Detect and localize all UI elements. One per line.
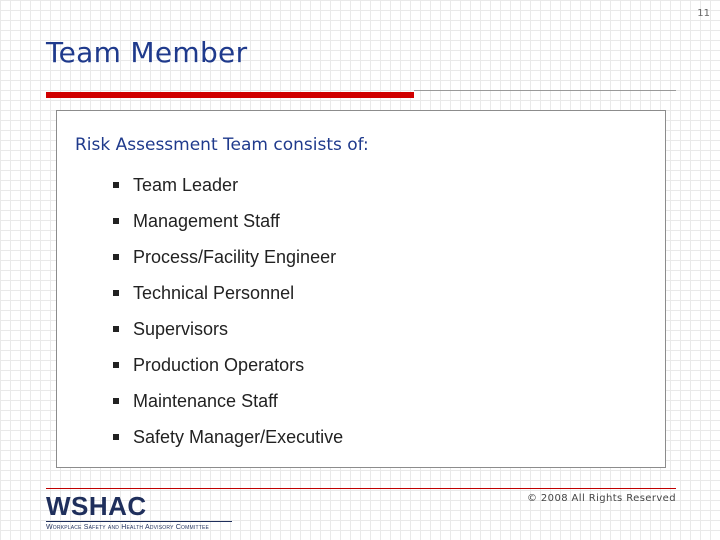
slide-title: Team Member [46, 36, 248, 69]
square-bullet-icon [113, 182, 119, 188]
list-item [113, 353, 343, 389]
slide-number: 11 [697, 8, 710, 19]
title-underline-red [46, 92, 414, 98]
square-bullet-icon [113, 254, 119, 260]
square-bullet-icon [113, 326, 119, 332]
square-bullet-icon [113, 398, 119, 404]
square-bullet-icon [113, 434, 119, 440]
logo-wordmark: WSHAC [46, 491, 147, 521]
wshac-logo [46, 491, 232, 531]
footer-divider [46, 488, 676, 489]
title-underline-gray [414, 90, 676, 91]
copyright-notice: © 2008 All Rights Reserved [526, 493, 676, 504]
list-item-label: Technical Personnel [133, 283, 295, 303]
list-item-label: Supervisors [133, 319, 229, 339]
content-box [56, 110, 666, 468]
square-bullet-icon [113, 290, 119, 296]
list-item [113, 173, 343, 209]
list-item-label: Management Staff [133, 211, 280, 231]
square-bullet-icon [113, 362, 119, 368]
list-item [113, 317, 343, 353]
list-item [113, 209, 343, 245]
list-item-label: Maintenance Staff [133, 391, 278, 411]
list-item-label: Production Operators [133, 355, 305, 375]
list-item [113, 245, 343, 281]
bullet-list [113, 173, 343, 461]
logo-subtitle: Workplace Safety and Health Advisory Committee [46, 521, 232, 531]
list-item-label: Process/Facility Engineer [133, 247, 337, 267]
square-bullet-icon [113, 218, 119, 224]
list-item [113, 281, 343, 317]
content-heading: Risk Assessment Team consists of: [75, 135, 369, 155]
list-item [113, 389, 343, 425]
list-item-label: Safety Manager/Executive [133, 427, 344, 447]
list-item [113, 425, 343, 461]
list-item-label: Team Leader [133, 175, 239, 195]
